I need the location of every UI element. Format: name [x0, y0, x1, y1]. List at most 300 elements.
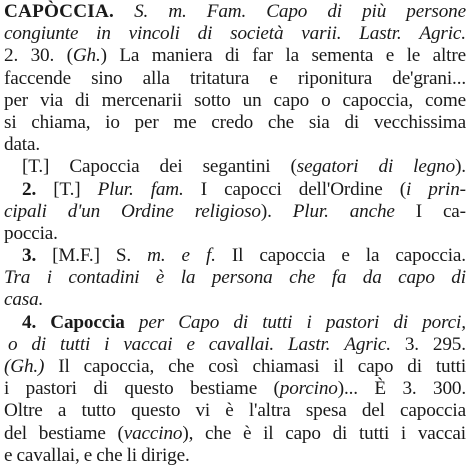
entry-text-run: segatori — [296, 156, 359, 178]
entry-text-run: 2. — [4, 45, 19, 67]
entry-text-run: alla — [142, 67, 170, 89]
entry-text-run: di — [327, 1, 342, 22]
entry-word — [47, 267, 52, 289]
entry-word — [173, 112, 196, 134]
entry-text-run: S. — [115, 245, 132, 267]
entry-text-run: altre — [432, 45, 466, 67]
entry-line — [4, 1, 466, 23]
entry-text-run: vaccino — [123, 422, 183, 444]
entry-text-run: vecchissima — [373, 111, 466, 133]
entry-text-run: e — [385, 45, 395, 67]
entry-text-run: i — [400, 422, 407, 444]
entry-word — [416, 201, 422, 223]
entry-text-run: come — [425, 89, 466, 111]
entry-word — [225, 45, 240, 67]
entry-text — [4, 134, 40, 156]
entry-word — [243, 90, 262, 112]
entry-word — [93, 378, 108, 400]
entry-text-run: ( — [290, 156, 297, 178]
entry-text-run: sino — [91, 67, 123, 89]
entry-text-run: de'grani... — [392, 67, 466, 89]
entry-word — [407, 45, 421, 67]
entry-text-run: bestiame — [190, 378, 258, 400]
entry-text-run: per — [134, 111, 159, 133]
entry-text-run: capo — [357, 356, 394, 377]
entry-word — [398, 267, 435, 289]
entry-word — [69, 156, 139, 178]
entry-text-run: capo — [285, 422, 321, 444]
entry-text-run: di — [393, 311, 409, 333]
entry-text-run: vaccai — [417, 422, 466, 444]
entry-word — [75, 90, 90, 112]
entry-text-run: il — [333, 356, 344, 377]
entry-text-run: del — [4, 422, 27, 444]
entry-word — [123, 334, 172, 356]
entry-word — [422, 312, 466, 334]
entry-word — [60, 334, 90, 356]
entry-text-run: così — [208, 356, 239, 377]
entry-text-run: Plur. — [292, 200, 329, 222]
entry-text-run: sementa — [311, 45, 374, 67]
entry-word — [206, 245, 216, 267]
entry-word — [195, 400, 210, 422]
entry-text-run: è — [225, 400, 234, 422]
entry-text-run: fa — [331, 267, 347, 289]
entry-text-run: cavallai. — [208, 333, 275, 355]
entry-text-run: ( — [399, 178, 406, 200]
entry-word — [374, 112, 466, 134]
entry-word — [104, 334, 109, 356]
entry-text — [4, 445, 190, 467]
entry-text-run: porci, — [422, 311, 466, 333]
entry-text-run: un — [242, 89, 262, 111]
entry-word — [84, 356, 155, 378]
entry-text-run: Lastr. — [359, 23, 402, 45]
entry-text-run: m. — [147, 245, 166, 267]
entry-word — [4, 201, 47, 223]
entry-text-run: per — [138, 311, 165, 333]
entry-text-run: varii. — [301, 23, 342, 45]
entry-word — [22, 179, 36, 201]
entry-word — [4, 45, 18, 67]
entry-text-run: di — [407, 356, 422, 377]
entry-line — [4, 23, 466, 45]
entry-word — [31, 334, 46, 356]
entry-text-run: I — [200, 178, 208, 200]
entry-word — [359, 23, 401, 45]
entry-line — [4, 445, 466, 467]
entry-text-run: di — [451, 267, 466, 289]
entry-word — [321, 90, 330, 112]
entry-text-run: Agric. — [344, 333, 391, 355]
entry-text-run: io — [105, 111, 120, 133]
entry-text-run: Lastr. — [288, 333, 331, 355]
entry-word — [52, 245, 100, 267]
entry-word — [413, 156, 466, 178]
entry-text-run: casa. — [4, 289, 44, 311]
entry-text-run: mercenarii — [101, 89, 183, 111]
entry-word — [190, 378, 257, 400]
entry-word — [224, 179, 282, 201]
entry-text-run: bestiame — [38, 422, 106, 444]
entry-text-run: capoccia, — [83, 356, 155, 377]
entry-word — [309, 112, 330, 134]
entry-word — [433, 378, 466, 400]
entry-text-run: di — [224, 45, 240, 67]
entry-text-run: poccia. — [4, 222, 58, 244]
entry-word — [333, 423, 348, 445]
entry-word — [208, 356, 238, 378]
entry-text-run: di — [31, 333, 47, 355]
entry-word — [451, 267, 466, 289]
entry-word — [326, 312, 379, 334]
entry-word — [293, 201, 329, 223]
entry-word — [288, 334, 330, 356]
entry-word — [194, 90, 231, 112]
entry-word — [96, 23, 111, 45]
entry-word — [289, 267, 315, 289]
entry-text-run: La — [119, 45, 140, 67]
entry-text-run: che — [289, 267, 316, 289]
entry-text-run: 4. — [22, 311, 37, 333]
entry-text-run: capo — [398, 267, 435, 289]
entry-word — [168, 356, 194, 378]
entry-word — [91, 68, 122, 90]
entry-word — [68, 267, 139, 289]
entry-word — [168, 1, 186, 23]
entry-word — [307, 312, 312, 334]
entry-text-run: )... — [337, 378, 358, 400]
entry-word — [436, 356, 466, 378]
entry-word — [152, 45, 213, 67]
entry-word — [400, 400, 466, 422]
entry-text-run: che — [205, 422, 232, 444]
entry-text-run: 3. — [404, 333, 419, 355]
entry-word — [263, 423, 273, 445]
entry-text-run: il — [263, 422, 274, 444]
entry-line — [4, 289, 466, 311]
entry-word — [203, 156, 271, 178]
entry-text-run: maniera — [151, 45, 213, 67]
entry-word — [299, 179, 383, 201]
entry-text-run: credo — [211, 111, 254, 133]
entry-text-run: pastori — [325, 311, 380, 333]
entry-text-run: di — [197, 23, 213, 45]
entry-word — [195, 201, 272, 223]
entry-word — [139, 312, 164, 334]
entry-text-run: [M.F.] — [52, 245, 100, 267]
entry-text-run: contadini — [68, 267, 140, 289]
entry-text-run: capoccia — [400, 400, 466, 422]
entry-word — [252, 45, 273, 67]
entry-word — [249, 400, 291, 422]
entry-word — [209, 334, 274, 356]
entry-text-run: Capoccia — [69, 156, 140, 178]
entry-word — [160, 156, 183, 178]
entry-text-run: o — [321, 89, 331, 111]
entry-text-run: [T.] — [22, 156, 50, 178]
entry-word — [4, 23, 78, 45]
entry-line — [4, 112, 466, 134]
entry-word — [121, 201, 174, 223]
entry-word — [366, 245, 380, 267]
entry-word — [129, 23, 180, 45]
entry-word — [68, 201, 100, 223]
entry-text-run: più — [362, 1, 387, 22]
entry-word — [201, 179, 207, 201]
entry-word — [39, 423, 106, 445]
entry-text-run: 3. — [402, 378, 417, 400]
entry-word — [147, 245, 165, 267]
entry-word — [4, 68, 71, 90]
entry-word — [285, 45, 299, 67]
entry-word — [401, 423, 406, 445]
entry-text-run: è — [155, 267, 165, 289]
entry-text-run: di — [93, 378, 108, 400]
entry-word — [225, 400, 233, 422]
entry-text-run: di — [75, 89, 90, 111]
entry-word — [266, 1, 307, 23]
entry-text-run: riponitura — [297, 67, 373, 89]
entry-word — [4, 267, 30, 289]
entry-line — [4, 267, 466, 289]
entry-text-run: persone — [406, 1, 466, 22]
entry-text-run: e — [269, 67, 278, 89]
entry-text-run: è — [242, 422, 252, 444]
entry-text-run: Oltre — [4, 400, 43, 422]
entry-text-run: dell'Ordine — [298, 178, 383, 200]
entry-word — [418, 423, 466, 445]
dictionary-entry — [4, 1, 466, 467]
entry-text-run: tutti — [435, 356, 466, 377]
entry-word — [402, 378, 416, 400]
entry-text-run: da — [362, 267, 382, 289]
entry-text-run: i — [104, 333, 110, 355]
entry-text-run: f. — [205, 245, 216, 267]
entry-text-run: segantini — [202, 156, 271, 178]
entry-word — [386, 45, 394, 67]
entry-word — [26, 378, 77, 400]
entry-text-run: anche — [349, 200, 395, 222]
entry-word — [428, 179, 466, 201]
entry-text-run: tutti — [60, 333, 91, 355]
entry-text-run: persona — [211, 267, 273, 289]
entry-word — [181, 267, 196, 289]
entry-text-run: sotto — [194, 89, 231, 111]
entry-word — [344, 112, 359, 134]
entry-word — [232, 245, 243, 267]
entry-text-run: questo — [124, 378, 174, 400]
entry-text-run: me — [173, 111, 197, 133]
entry-text-run: di — [332, 422, 348, 444]
entry-text-run: tutti — [358, 422, 390, 444]
entry-word — [291, 156, 359, 178]
entry-text-run: di — [233, 311, 249, 333]
entry-word — [306, 400, 347, 422]
entry-text-run: del — [361, 400, 385, 422]
entry-word — [4, 90, 28, 112]
entry-word — [116, 245, 131, 267]
entry-text-run: tritatura — [189, 67, 250, 89]
entry-text-run: Fam. — [206, 1, 247, 22]
entry-text-run: Plur. — [97, 178, 134, 200]
entry-word — [8, 334, 17, 356]
entry-line — [4, 179, 466, 201]
entry-text-run: m. — [168, 1, 187, 22]
entry-text-run: i — [46, 267, 52, 289]
entry-text-run: cipali — [4, 200, 47, 222]
entry-text-run: a — [57, 400, 67, 422]
entry-text-run: questo — [131, 400, 181, 422]
entry-text-run: società — [230, 23, 284, 45]
entry-text-run: 295. — [432, 333, 466, 355]
entry-word — [156, 267, 164, 289]
entry-word — [182, 245, 190, 267]
entry-word — [419, 23, 466, 45]
entry-word — [31, 45, 55, 67]
entry-word — [344, 334, 391, 356]
entry-word — [285, 423, 321, 445]
entry-line — [4, 423, 466, 445]
entry-word — [379, 156, 394, 178]
entry-word — [22, 312, 36, 334]
entry-line — [4, 312, 466, 334]
entry-word — [407, 356, 422, 378]
entry-word — [327, 1, 342, 23]
entry-text-run: Ordine — [121, 200, 174, 222]
entry-word — [405, 334, 419, 356]
entry-text-run: ), — [182, 422, 194, 444]
entry-word — [124, 378, 173, 400]
entry-text-run: data. — [4, 134, 41, 156]
entry-line — [4, 378, 466, 400]
entry-word — [298, 68, 372, 90]
entry-word — [4, 112, 17, 134]
entry-word — [134, 1, 148, 23]
entry-text-run: Capoccia — [50, 311, 125, 333]
entry-text-run: e — [181, 245, 190, 267]
entry-word — [350, 201, 395, 223]
entry-word — [425, 90, 466, 112]
entry-word — [359, 423, 389, 445]
entry-word — [230, 23, 283, 45]
entry-text-run: i — [306, 311, 312, 333]
entry-word — [151, 179, 184, 201]
entry-word — [186, 334, 194, 356]
entry-text-run: ). — [260, 200, 272, 222]
entry-word — [311, 45, 373, 67]
entry-word — [341, 245, 349, 267]
entry-text-run: i — [405, 178, 412, 200]
entry-word — [212, 267, 273, 289]
entry-word — [4, 400, 43, 422]
entry-text-run: capoccia, — [342, 89, 414, 111]
entry-word — [50, 312, 124, 334]
entry-word — [333, 356, 343, 378]
entry-word — [131, 400, 180, 422]
entry-text-run: l'altra — [248, 400, 291, 422]
entry-text-run: Capo — [178, 311, 220, 333]
entry-line — [4, 201, 466, 223]
entry-text-run: Tra — [4, 267, 31, 289]
entry-text-run: dei — [159, 156, 183, 178]
entry-word — [343, 90, 414, 112]
entry-text-run: (Gh.) — [4, 356, 45, 377]
entry-text-run: S. — [134, 1, 149, 22]
entry-text-run: e — [186, 333, 195, 355]
entry-word — [58, 356, 69, 378]
entry-text-run: in — [96, 23, 111, 45]
entry-line — [4, 245, 466, 267]
entry-word — [22, 245, 36, 267]
entry-text-run: le — [406, 45, 421, 67]
entry-word — [252, 356, 319, 378]
entry-word — [143, 68, 170, 90]
entry-text-run: 300. — [433, 378, 466, 400]
entry-word — [58, 400, 66, 422]
entry-text-run: Agric. — [419, 23, 466, 45]
entry-word — [4, 423, 27, 445]
entry-word — [40, 90, 63, 112]
entry-text-run: i — [4, 378, 10, 400]
entry-word — [4, 356, 44, 378]
entry-text-run: faccende — [4, 67, 71, 89]
entry-word — [268, 112, 294, 134]
entry-word — [406, 1, 466, 23]
entry-word — [332, 267, 347, 289]
entry-text-run: pastori — [25, 378, 77, 400]
entry-line — [4, 400, 466, 422]
entry-text-run: vaccai — [123, 333, 173, 355]
entry-word — [207, 1, 246, 23]
entry-word — [243, 423, 251, 445]
entry-word — [262, 312, 292, 334]
entry-word — [274, 90, 310, 112]
entry-word — [178, 312, 219, 334]
entry-text-run: capo — [273, 89, 310, 111]
entry-text-run: chiama, — [31, 111, 91, 133]
entry-word — [274, 378, 358, 400]
entry-word — [31, 112, 90, 134]
entry-text-run: ca- — [442, 200, 466, 222]
entry-word — [102, 90, 183, 112]
entry-text-run: congiunte — [4, 23, 79, 45]
entry-word — [105, 112, 120, 134]
entry-word — [433, 45, 466, 67]
entry-text-run: ( — [66, 45, 73, 67]
entry-text-run: la — [365, 245, 380, 267]
entry-line — [4, 90, 466, 112]
entry-word — [119, 45, 139, 67]
entry-text-run: È — [374, 378, 386, 400]
entry-text-run: vi — [195, 400, 211, 422]
entry-text-run: d'un — [67, 200, 101, 222]
entry-text-run: capoccia — [259, 245, 326, 267]
entry-word — [4, 378, 9, 400]
entry-word — [395, 245, 466, 267]
entry-word — [269, 68, 277, 90]
entry-word — [443, 201, 466, 223]
entry-text-run: di — [344, 111, 360, 133]
entry-text-run: capoccia. — [395, 245, 466, 267]
entry-text-run: ( — [117, 422, 124, 444]
entry-text-run: via — [40, 89, 64, 111]
entry-text-run: ( — [273, 378, 280, 400]
entry-text-run: 30. — [30, 45, 55, 67]
entry-word — [135, 112, 159, 134]
entry-text-run: ). — [455, 156, 466, 178]
entry-text-run: [T.] — [53, 178, 81, 200]
